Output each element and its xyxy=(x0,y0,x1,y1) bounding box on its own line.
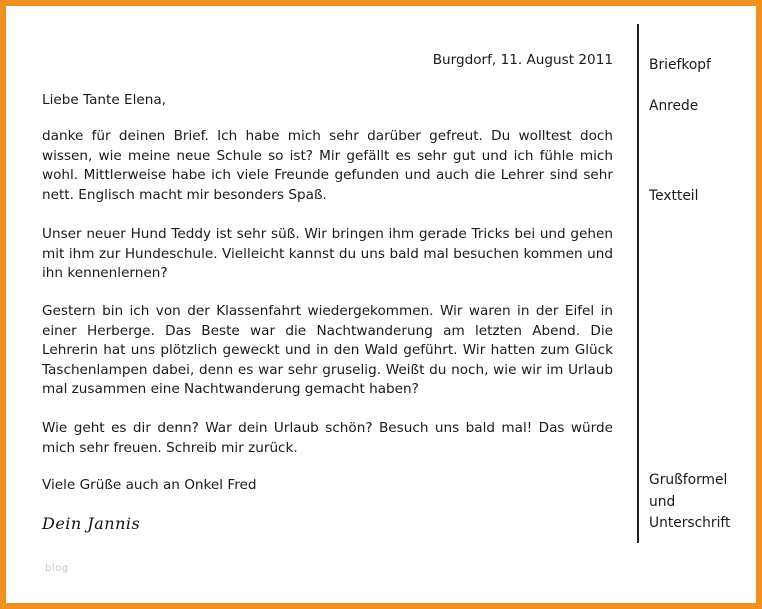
label-textteil: Textteil xyxy=(649,188,699,204)
letter-paragraph-4: Wie geht es dir denn? War dein Urlaub schön? Besuch uns bald mal! Das würde mich sehr freuen. Schreib mir zurück. xyxy=(42,420,613,456)
letter-paragraph-2: Unser neuer Hund Teddy ist sehr süß. Wir bringen ihm gerade Tricks bei und gehen mit ihm zur Hundeschule. Vielleicht kannst du uns bald mal besuchen kommen und ihn kennenlernen? xyxy=(42,226,613,281)
letter-paragraph-3: Gestern bin ich von der Klassenfahrt wiedergekommen. Wir waren in der Eifel in einer Herberge. Das Beste war die Nachtwanderung am letzten Abend. Die Lehrerin hat uns plötzlich geweckt und in den Wald geführt. Wir hatten zum Glück Taschenlampen dabei, denn es war sehr gruselig. Weißt du noch, wie wir im Urlaub mal zusammen eine Nachtwanderung gemacht haben? xyxy=(42,303,613,397)
blog-watermark: blog xyxy=(45,563,69,574)
label-grussformel-unterschrift: Grußformel und Unterschrift xyxy=(649,472,731,531)
vertical-divider xyxy=(637,24,639,543)
letter-salutation: Liebe Tante Elena, xyxy=(42,92,167,108)
letter-signature: Dein Jannis xyxy=(42,514,141,533)
label-anrede: Anrede xyxy=(649,98,699,114)
letter-closing: Viele Grüße auch an Onkel Fred xyxy=(42,477,257,493)
label-briefkopf: Briefkopf xyxy=(649,57,711,73)
letter-paragraph-1: danke für deinen Brief. Ich habe mich sehr darüber gefreut. Du wolltest doch wissen, wie meine neue Schule so ist? Mir gefällt es sehr gut und ich fühle mich wohl. Mittlerweise habe ich viele Freunde gefunden und auch die Lehrer sind sehr nett. Englisch macht mir besonders Spaß. xyxy=(42,128,613,203)
letter-date: Burgdorf, 11. August 2011 xyxy=(432,52,613,68)
